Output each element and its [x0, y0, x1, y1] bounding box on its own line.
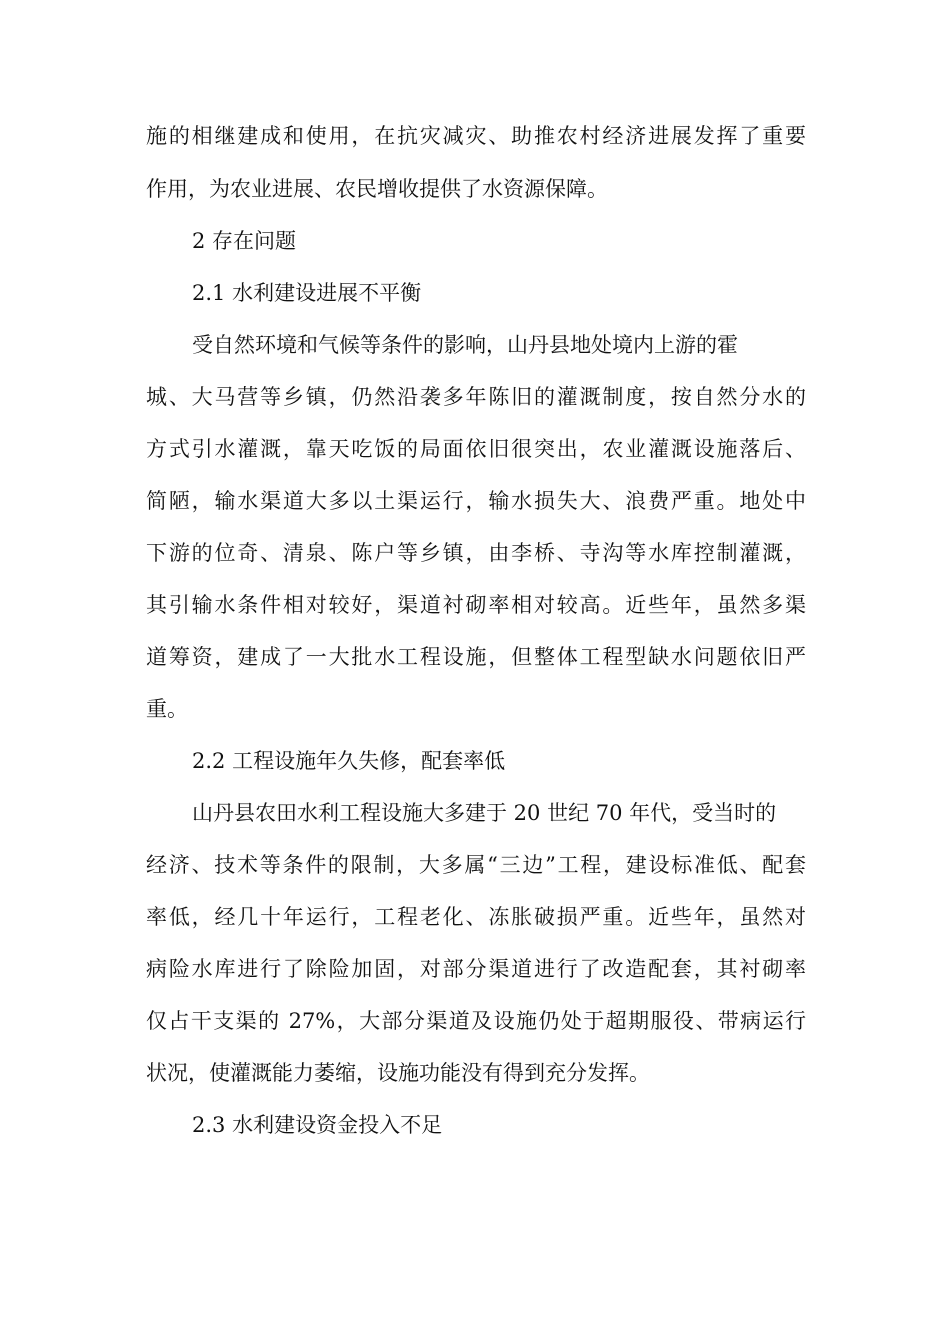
text-line: 施的相继建成和使用，在抗灾减灾、助推农村经济进展发挥了重要	[146, 124, 806, 148]
section-heading: 2 存在问题	[192, 229, 297, 253]
subsection-heading: 2.1 水利建设进展不平衡	[192, 281, 422, 305]
text-line: 受自然环境和气候等条件的影响，山丹县地处境内上游的霍	[192, 333, 738, 357]
text-line: 山丹县农田水利工程设施大多建于 20 世纪 70 年代，受当时的	[192, 801, 777, 825]
text-line: 城、大马营等乡镇，仍然沿袭多年陈旧的灌溉制度，按自然分水的	[146, 385, 806, 409]
text-line: 仅占干支渠的 27%，大部分渠道及设施仍处于超期服役、带病运行	[146, 1009, 806, 1033]
text-line: 其引输水条件相对较好，渠道衬砌率相对较高。近些年，虽然多渠	[146, 593, 806, 617]
text-line: 病险水库进行了除险加固，对部分渠道进行了改造配套，其衬砌率	[146, 957, 806, 981]
text-line: 状况，使灌溉能力萎缩，设施功能没有得到充分发挥。	[146, 1061, 650, 1085]
text-line: 重。	[146, 697, 188, 721]
subsection-heading: 2.3 水利建设资金投入不足	[192, 1113, 443, 1137]
text-line: 下游的位奇、清泉、陈户等乡镇，由李桥、寺沟等水库控制灌溉，	[146, 541, 806, 565]
subsection-heading: 2.2 工程设施年久失修，配套率低	[192, 749, 506, 773]
text-line: 经济、技术等条件的限制，大多属“三边”工程，建设标准低、配套	[146, 853, 806, 877]
text-line: 简陋，输水渠道大多以土渠运行，输水损失大、浪费严重。地处中	[146, 489, 806, 513]
text-line: 道筹资，建成了一大批水工程设施，但整体工程型缺水问题依旧严	[146, 645, 806, 669]
text-line: 作用，为农业进展、农民增收提供了水资源保障。	[146, 177, 608, 201]
text-line: 方式引水灌溉，靠天吃饭的局面依旧很突出，农业灌溉设施落后、	[146, 437, 806, 461]
text-line: 率低，经几十年运行，工程老化、冻胀破损严重。近些年，虽然对	[146, 905, 806, 929]
